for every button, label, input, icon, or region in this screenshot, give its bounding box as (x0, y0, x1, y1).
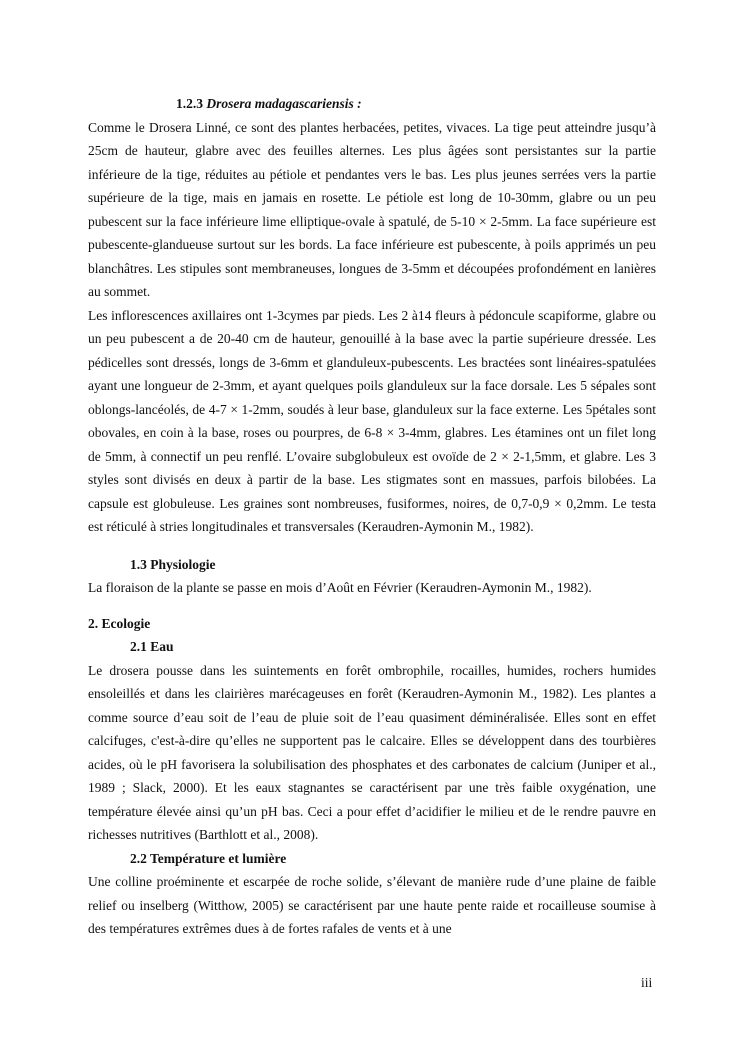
section-2-1-paragraph: Le drosera pousse dans les suintements en forêt ombrophile, rocailles, humides, rochers humides ensoleillés et dans les clairières marécageuses en forêt (Keraudren-Aymonin M., 1982). Les plantes a comme source d’eau soit de l’eau de pluie soit de l’eau quasiment déminéralisée. Elles sont en effet calcifuges, c'est-à-dire qu’elles ne supportent pas le calcaire. Elles se développent dans des tourbières acides, où le pH favorisera la solubilisation des phosphates et des carbonates de calcium (Juniper et al., 1989 ; Slack, 2000). Et les eaux stagnantes se caractérisent par une très faible oxygénation, une température élevée ainsi qu’un pH bas. Ceci a pour effet d’acidifier le milieu et de le rendre pauvre en richesses nutritives (Barthlott et al., 2008). (88, 662, 656, 842)
section-1-2-3-number: 1.2.3 (176, 96, 203, 111)
section-2-1-heading: 2.1 Eau (130, 639, 174, 654)
section-1-2-3-heading (88, 92, 656, 116)
section-1-2-3-paragraph-2: Les inflorescences axillaires ont 1-3cymes par pieds. Les 2 à14 fleurs à pédoncule scapiforme, glabre ou un peu pubescent a de 20-40 cm de hauteur, genouillé à la base avec la partie supérieure dressée. Les pédicelles sont dressés, longs de 3-6mm et glanduleux-pubescents. Les bractées sont linéaires-spatulées ayant une longueur de 2-3mm, et ayant quelques poils glanduleux sur la face dorsale. Les 5 sépales sont oblongs-lancéolés, de 4-7 × 1-2mm, soudés à leur base, glanduleux sur la face externe. Les 5pétales sont obovales, en coin à la base, roses ou pourpres, de 6-8 × 3-4mm, glabres. Les étamines ont un filet long de 5mm, à connectif un peu renflé. L’ovaire subglobuleux est ovoïde de 2 × 2-1,5mm, et glabre. Les 3 styles sont divisés en deux à partir de la base. Les stigmates sont en massues, parfois bilobées. La capsule est globuleuse. Les graines sont nombreuses, fusiformes, noires, de 0,7-0,9 × 0,2mm. Le testa est réticulé à stries longitudinales et transversales (Keraudren-Aymonin M., 1982). (88, 307, 656, 534)
section-1-2-3-title: Drosera madagascariensis : (206, 96, 362, 111)
section-2-2-heading: 2.2 Température et lumière (130, 850, 287, 866)
section-2-heading: 2. Ecologie (88, 615, 151, 631)
page-number: iii (641, 975, 653, 990)
section-1-2-3-paragraph-1: Comme le Drosera Linné, ce sont des plantes herbacées, petites, vivaces. La tige peut atteindre jusqu’à 25cm de hauteur, glabre avec des feuilles alternes. Les plus âgées sont persistantes sur la partie inférieure de la tige, réduites au pétiole et pendantes vers le bas. Les plus jeunes serrées vers la partie supérieure de la tige, mais en jamais en rosette. Le pétiole est long de 10-30mm, glabre ou un peu pubescent sur la face inférieure lime elliptique-ovale à spatulé, de 5-10 × 2-5mm. La face supérieure est pubescente-glandueuse surtout sur les bords. La face inférieure est pubescente, à poils apprimés un peu blanchâtres. Les stipules sont membraneuses, longues de 3-5mm et découpées profondément en lanières au sommet. (88, 119, 656, 299)
section-1-3-heading: 1.3 Physiologie (130, 556, 216, 572)
document-page (88, 92, 656, 941)
section-2-2-paragraph: Une colline proéminente et escarpée de roche solide, s’élevant de manière rude d’une plaine de faible relief ou inselberg (Witthow, 2005) se caractérisent par une haute pente raide et rocailleuse soumise à des températures extrêmes dues à de fortes rafales de vents et à une (88, 874, 656, 936)
section-1-3-paragraph: La floraison de la plante se passe en mois d’Août en Février (Keraudren-Aymonin M., 1982). (88, 580, 592, 595)
